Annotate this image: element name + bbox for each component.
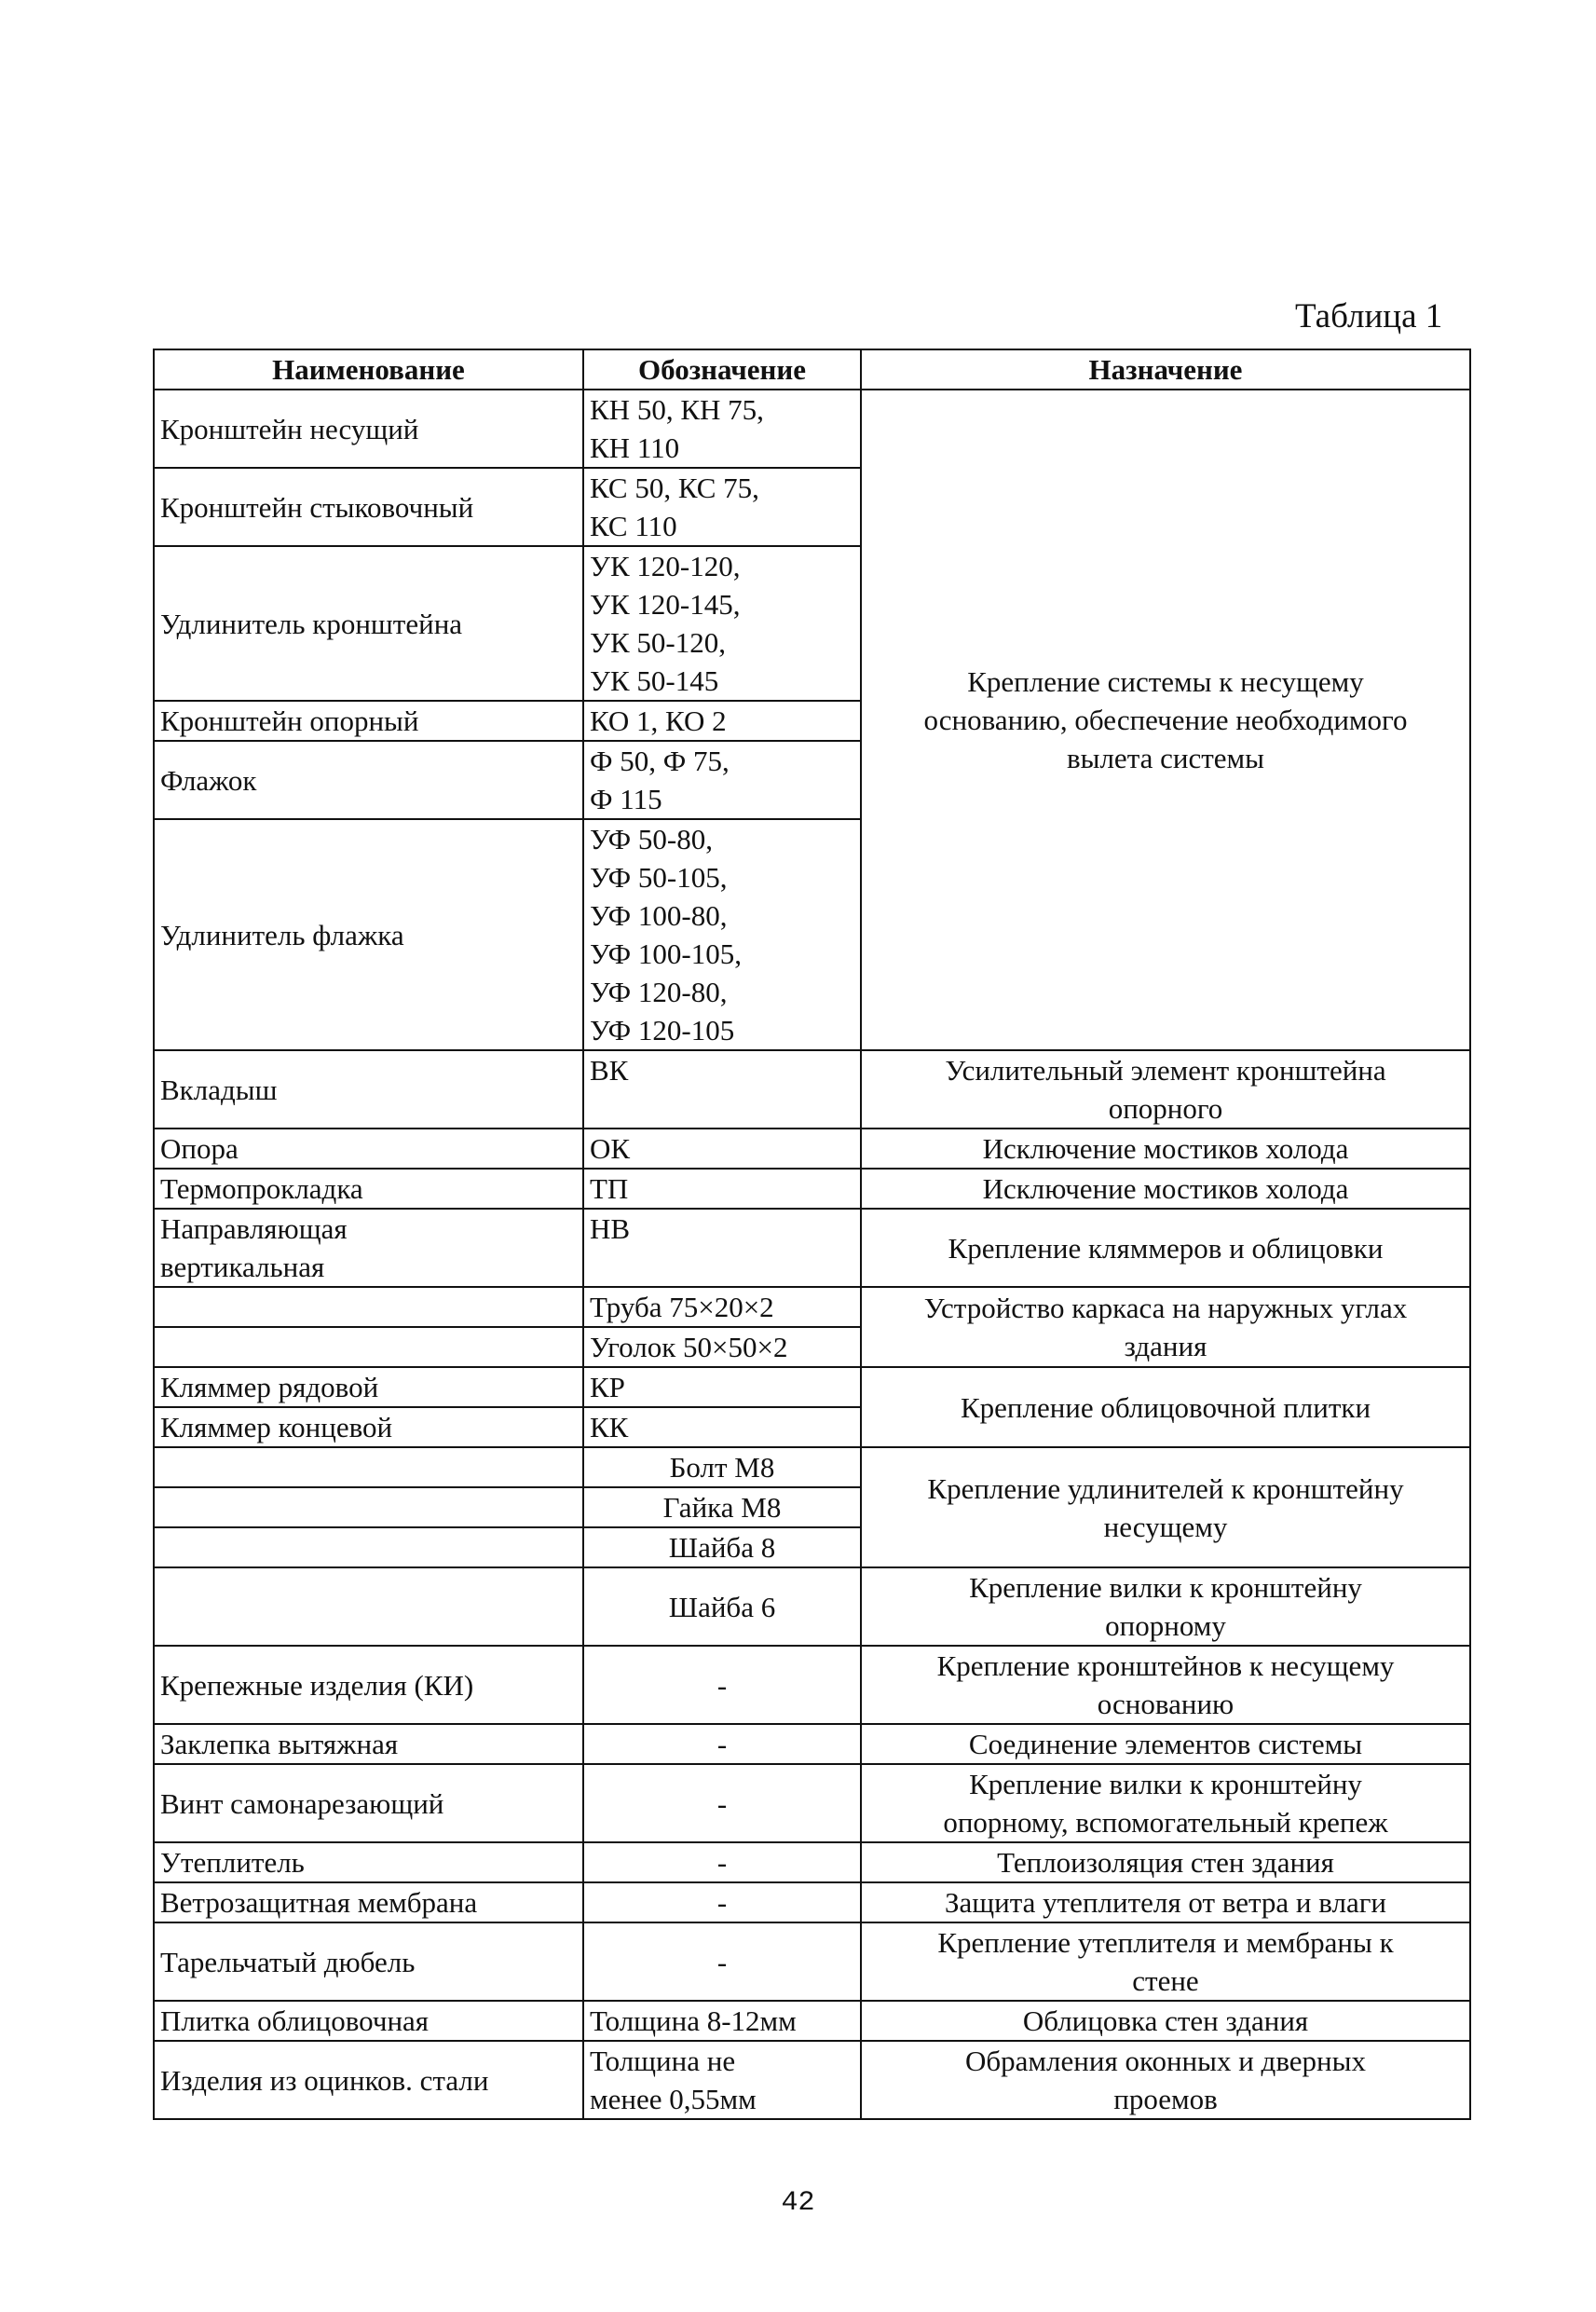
table-row xyxy=(154,1129,1470,1169)
row-name: Плитка облицовочная xyxy=(154,2001,583,2041)
purpose-brackets: Крепление системы к несущему основанию, обеспечение необходимого вылета системы xyxy=(861,390,1470,1050)
row-name: Ветрозащитная мембрана xyxy=(154,1882,583,1922)
table-row xyxy=(154,2001,1470,2041)
row-name: Винт самонарезающий xyxy=(154,1764,583,1842)
row-name: Термопрокладка xyxy=(154,1169,583,1209)
row-name: Кляммер концевой xyxy=(154,1407,583,1447)
row-purpose: Защита утеплителя от ветра и влаги xyxy=(861,1882,1470,1922)
row-designation: - xyxy=(583,1922,861,2001)
row-purpose: Крепление утеплителя и мембраны к стене xyxy=(861,1922,1470,2001)
table-caption: Таблица 1 xyxy=(1295,297,1443,335)
row-name: Утеплитель xyxy=(154,1842,583,1882)
table-row xyxy=(154,1447,1470,1487)
row-designation: КО 1, КО 2 xyxy=(583,701,861,741)
row-purpose: Обрамления оконных и дверных проемов xyxy=(861,2041,1470,2119)
purpose-frame: Устройство каркаса на наружных углах здания xyxy=(861,1287,1470,1367)
row-designation: Шайба 8 xyxy=(583,1527,861,1567)
row-purpose: Крепление кронштейнов к несущему основанию xyxy=(861,1646,1470,1724)
row-name: Изделия из оцинков. стали xyxy=(154,2041,583,2119)
table-row xyxy=(154,1367,1470,1407)
row-name xyxy=(154,1287,583,1327)
row-designation: НВ xyxy=(583,1209,861,1287)
table-row xyxy=(154,1287,1470,1327)
table-row xyxy=(154,1842,1470,1882)
row-name xyxy=(154,1447,583,1487)
row-purpose: Крепление кляммеров и облицовки xyxy=(861,1209,1470,1287)
row-name: Удлинитель кронштейна xyxy=(154,546,583,701)
components-table xyxy=(153,349,1471,2120)
row-designation: - xyxy=(583,1646,861,1724)
row-designation: КК xyxy=(583,1407,861,1447)
row-designation: ОК xyxy=(583,1129,861,1169)
header-purpose: Назначение xyxy=(861,349,1470,390)
row-purpose: Исключение мостиков холода xyxy=(861,1129,1470,1169)
row-designation: КС 50, КС 75, КС 110 xyxy=(583,468,861,546)
row-designation: КР xyxy=(583,1367,861,1407)
row-designation: - xyxy=(583,1882,861,1922)
row-purpose: Крепление вилки к кронштейну опорному xyxy=(861,1567,1470,1646)
page-number: 42 xyxy=(781,2187,815,2219)
row-purpose: Соединение элементов системы xyxy=(861,1724,1470,1764)
table-header-row xyxy=(154,349,1470,390)
row-designation: - xyxy=(583,1842,861,1882)
row-purpose: Облицовка стен здания xyxy=(861,2001,1470,2041)
row-name: Заклепка вытяжная xyxy=(154,1724,583,1764)
table-row xyxy=(154,1567,1470,1646)
table-row xyxy=(154,1724,1470,1764)
row-designation: Шайба 6 xyxy=(583,1567,861,1646)
table-row xyxy=(154,1209,1470,1287)
row-purpose: Исключение мостиков холода xyxy=(861,1169,1470,1209)
row-name: Направляющая вертикальная xyxy=(154,1209,583,1287)
row-designation: Труба 75×20×2 xyxy=(583,1287,861,1327)
row-name: Флажок xyxy=(154,741,583,819)
table-row xyxy=(154,1922,1470,2001)
row-designation: УФ 50-80, УФ 50-105, УФ 100-80, УФ 100-105, УФ 120-80, УФ 120-105 xyxy=(583,819,861,1050)
purpose-clamps: Крепление облицовочной плитки xyxy=(861,1367,1470,1447)
row-designation: Уголок 50×50×2 xyxy=(583,1327,861,1367)
table-row xyxy=(154,1882,1470,1922)
row-purpose: Крепление вилки к кронштейну опорному, вспомогательный крепеж xyxy=(861,1764,1470,1842)
header-designation: Обозначение xyxy=(583,349,861,390)
row-designation: Толщина 8-12мм xyxy=(583,2001,861,2041)
row-name: Удлинитель флажка xyxy=(154,819,583,1050)
row-name xyxy=(154,1527,583,1567)
row-name xyxy=(154,1567,583,1646)
row-designation: Толщина не менее 0,55мм xyxy=(583,2041,861,2119)
row-designation: УК 120-120, УК 120-145, УК 50-120, УК 50-145 xyxy=(583,546,861,701)
row-name xyxy=(154,1327,583,1367)
row-designation: ТП xyxy=(583,1169,861,1209)
row-designation: Гайка М8 xyxy=(583,1487,861,1527)
row-purpose: Усилительный элемент кронштейна опорного xyxy=(861,1050,1470,1129)
header-name: Наименование xyxy=(154,349,583,390)
row-name xyxy=(154,1487,583,1527)
row-name: Вкладыш xyxy=(154,1050,583,1129)
purpose-fasteners: Крепление удлинителей к кронштейну несущему xyxy=(861,1447,1470,1567)
table-row xyxy=(154,1646,1470,1724)
table-row xyxy=(154,2041,1470,2119)
table-row xyxy=(154,1169,1470,1209)
row-name: Кронштейн стыковочный xyxy=(154,468,583,546)
row-designation: ВК xyxy=(583,1050,861,1129)
row-name: Кляммер рядовой xyxy=(154,1367,583,1407)
row-purpose: Теплоизоляция стен здания xyxy=(861,1842,1470,1882)
table-row xyxy=(154,1050,1470,1129)
row-name: Опора xyxy=(154,1129,583,1169)
row-name: Крепежные изделия (КИ) xyxy=(154,1646,583,1724)
row-name: Кронштейн несущий xyxy=(154,390,583,468)
row-designation: КН 50, КН 75, КН 110 xyxy=(583,390,861,468)
row-designation: Болт М8 xyxy=(583,1447,861,1487)
row-designation: - xyxy=(583,1764,861,1842)
row-name: Кронштейн опорный xyxy=(154,701,583,741)
table-row xyxy=(154,390,1470,468)
row-designation: Ф 50, Ф 75, Ф 115 xyxy=(583,741,861,819)
row-designation: - xyxy=(583,1724,861,1764)
table-row xyxy=(154,1764,1470,1842)
row-name: Тарельчатый дюбель xyxy=(154,1922,583,2001)
